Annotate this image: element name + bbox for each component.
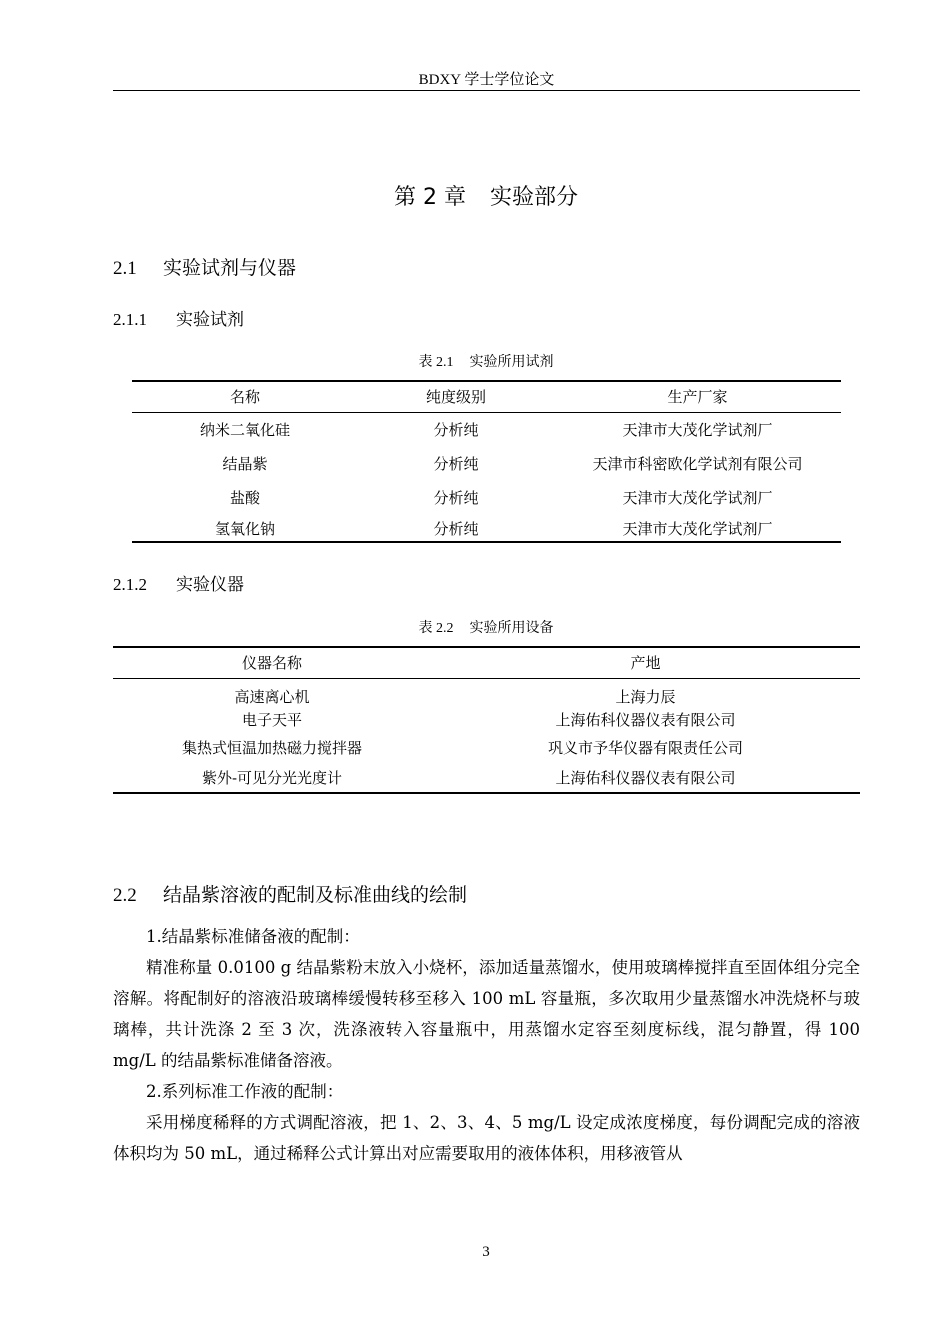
section-number: 2.2 <box>113 885 137 906</box>
table-row <box>132 515 841 542</box>
reagents-table <box>132 380 841 543</box>
table-cell: 天津市科密欧化学试剂有限公司 <box>592 454 803 473</box>
caption-number: 表 2.2 <box>418 621 454 636</box>
table-cell: 分析纯 <box>433 454 479 473</box>
table-cell: 电子天平 <box>241 710 302 729</box>
caption-title: 实验所用设备 <box>469 620 554 636</box>
section-title: 实验试剂 <box>176 310 244 330</box>
column-header: 产地 <box>431 647 860 678</box>
section-heading-2-2 <box>113 880 467 907</box>
column-header: 生产厂家 <box>554 381 841 412</box>
table-cell: 天津市大茂化学试剂厂 <box>622 420 773 439</box>
column-header: 仪器名称 <box>113 647 431 678</box>
table-row <box>132 480 841 515</box>
column-header: 名称 <box>132 381 358 412</box>
table-row <box>132 446 841 480</box>
table-header-row <box>132 381 841 412</box>
section-title: 实验试剂与仪器 <box>163 257 297 279</box>
caption-title: 实验所用试剂 <box>469 354 554 370</box>
table-cell: 天津市大茂化学试剂厂 <box>622 519 773 538</box>
chapter-title: 实验部分 <box>489 185 578 210</box>
paragraph-1: 1.结晶紫标准储备液的配制： <box>146 927 360 946</box>
section-number: 2.1 <box>113 258 137 279</box>
table-cell: 结晶紫 <box>222 454 268 473</box>
section-number: 2.1.2 <box>113 575 147 594</box>
table-cell: 紫外-可见分光光度计 <box>201 769 343 787</box>
table-cell: 纳米二氧化硅 <box>199 420 290 439</box>
paragraph-2: 精准称量 0.0100 g 结晶紫粉末放入小烧杯，添加适量蒸馏水，使用玻璃棒搅拌直至固体组分完全溶解。将配制好的溶液沿玻璃棒缓慢转移至移入 100 mL 容量瓶，多次取用少量蒸馏水冲洗烧杯与玻璃棒，共计洗涤 2 至 3 次，洗涤液转入容量瓶中，用蒸馏水定容至刻度标线，混匀静置，得 100 mg/L 的结晶紫标准储备溶液。 <box>113 958 860 1070</box>
table-cell: 分析纯 <box>433 420 479 439</box>
header-rule <box>113 90 860 91</box>
chapter-number: 第 2 章 <box>394 185 466 210</box>
table-cell: 集热式恒温加热磁力搅拌器 <box>181 738 362 757</box>
equipment-table <box>113 646 860 794</box>
table-row <box>132 412 841 446</box>
table-cell: 上海力辰 <box>615 688 676 706</box>
table-header-row <box>113 647 860 678</box>
chapter-heading <box>0 180 950 211</box>
table-cell: 巩义市予华仪器有限责任公司 <box>547 738 743 757</box>
section-number: 2.1.1 <box>113 310 147 329</box>
section-title: 结晶紫溶液的配制及标准曲线的绘制 <box>163 884 468 906</box>
paragraph-3: 2.系列标准工作液的配制： <box>146 1082 344 1101</box>
table-row <box>113 707 860 731</box>
table-caption-1 <box>0 351 950 371</box>
table-row <box>113 731 860 763</box>
table-cell: 分析纯 <box>433 519 479 538</box>
table-cell: 分析纯 <box>433 489 479 507</box>
table-cell: 氢氧化钠 <box>214 519 275 538</box>
page-number: 3 <box>482 1244 490 1260</box>
table-cell: 盐酸 <box>229 489 260 507</box>
section-heading-2-1 <box>113 253 296 280</box>
caption-number: 表 2.1 <box>418 355 454 370</box>
paragraph-4: 采用梯度稀释的方式调配溶液，把 1、2、3、4、5 mg/L 设定成浓度梯度，每份调配完成的溶液体积均为 50 mL，通过稀释公式计算出对应需要取用的液体体积，用移液管从 <box>113 1113 860 1163</box>
table-caption-2 <box>0 617 950 637</box>
table-row <box>113 678 860 707</box>
table-cell: 上海佑科仪器仪表有限公司 <box>555 769 736 787</box>
table-cell: 天津市大茂化学试剂厂 <box>622 489 773 507</box>
section-heading-2-1-2 <box>113 570 244 595</box>
running-header: BDXY 学士学位论文 <box>418 72 555 88</box>
table-row <box>113 763 860 793</box>
column-header: 纯度级别 <box>358 381 554 412</box>
table-cell: 上海佑科仪器仪表有限公司 <box>555 710 736 729</box>
section-heading-2-1-1 <box>113 305 244 330</box>
section-title: 实验仪器 <box>176 575 244 595</box>
table-cell: 高速离心机 <box>234 688 310 706</box>
